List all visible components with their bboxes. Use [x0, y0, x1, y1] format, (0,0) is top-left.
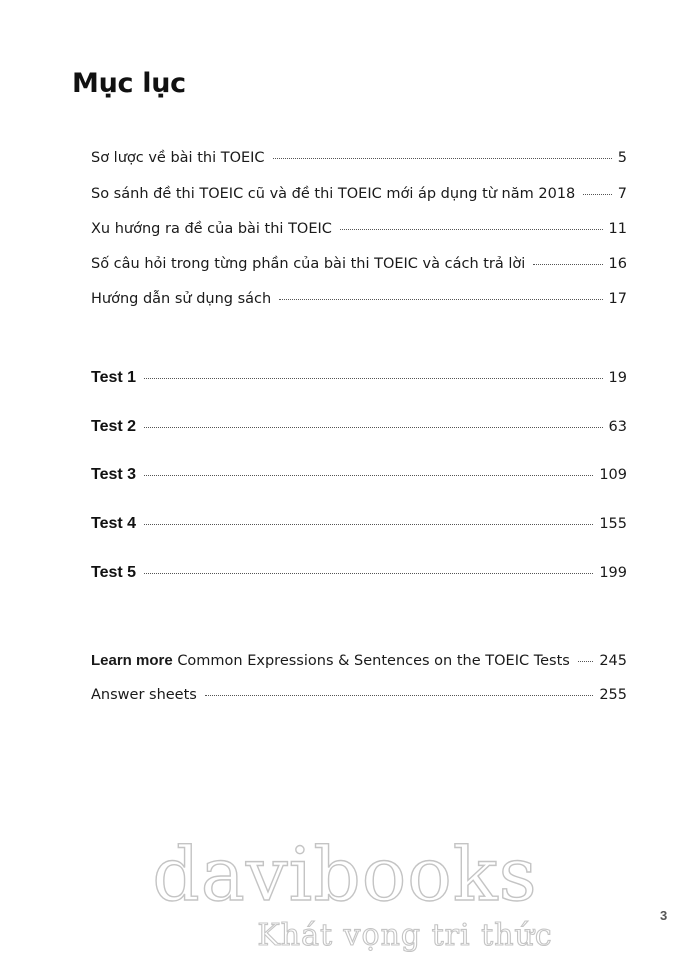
toc-entry[interactable] — [91, 221, 627, 237]
toc-entry[interactable] — [91, 256, 627, 272]
toc-entry-label: So sánh đề thi TOEIC cũ và đề thi TOEIC mới áp dụng từ năm 2018 — [91, 186, 576, 202]
watermark-tagline: Khát vọng tri thức — [257, 918, 553, 953]
toc-leader-dots — [273, 158, 612, 159]
toc-leader-dots — [144, 524, 593, 525]
toc-entry-label: Test 1 — [91, 369, 137, 386]
toc-entry-label: Test 5 — [91, 564, 137, 581]
toc-entry-page: 245 — [599, 653, 627, 669]
toc-leader-dots — [144, 475, 593, 476]
watermark-logo — [0, 820, 700, 960]
toc-leader-dots — [144, 573, 593, 574]
toc-entry-page: 5 — [617, 150, 627, 166]
toc-entry[interactable] — [91, 186, 627, 202]
toc-leader-dots — [144, 378, 602, 379]
toc-entry-label: Xu hướng ra đề của bài thi TOEIC — [91, 221, 332, 237]
toc-entry[interactable] — [91, 291, 627, 307]
toc-entry-label-text: Common Expressions & Sentences on the TOEIC Tests — [177, 653, 570, 669]
toc-entry-page: 7 — [617, 186, 627, 202]
toc-entry-page: 155 — [599, 516, 627, 532]
toc-entry-label: Số câu hỏi trong từng phần của bài thi TOEIC và cách trả lời — [91, 256, 526, 272]
toc-entry[interactable] — [91, 150, 627, 166]
toc-entry-bold-prefix: Learn more — [91, 652, 173, 669]
toc-entry-test-5[interactable] — [91, 564, 627, 582]
toc-entry-label: Test 3 — [91, 466, 137, 483]
toc-entry-answer-sheets[interactable] — [91, 687, 627, 703]
toc-leader-dots — [533, 264, 602, 265]
toc-entry-test-3[interactable] — [91, 466, 627, 484]
toc-entry-page: 19 — [608, 370, 627, 386]
toc-leader-dots — [583, 194, 612, 195]
toc-entry-page: 16 — [608, 256, 627, 272]
toc-entry-label: Answer sheets — [91, 687, 197, 703]
toc-leader-dots — [340, 229, 603, 230]
toc-leader-dots — [205, 695, 593, 696]
toc-entry-page: 255 — [599, 687, 627, 703]
toc-entry-page: 63 — [608, 419, 627, 435]
toc-entry-test-1[interactable] — [91, 369, 627, 387]
page-title: Mục lục — [72, 68, 186, 99]
toc-entry-label — [91, 652, 570, 669]
toc-entry-page: 11 — [608, 221, 627, 237]
toc-entry-label: Hướng dẫn sử dụng sách — [91, 291, 272, 307]
toc-entry-page: 199 — [599, 565, 627, 581]
toc-leader-dots — [578, 661, 594, 662]
page-number: 3 — [660, 908, 668, 923]
toc-entry-test-4[interactable] — [91, 515, 627, 533]
watermark-brand: davibooks — [152, 832, 538, 918]
toc-entry-label: Sơ lược về bài thi TOEIC — [91, 150, 265, 166]
toc-entry-label: Test 2 — [91, 418, 137, 435]
toc-entry-test-2[interactable] — [91, 418, 627, 436]
toc-leader-dots — [279, 299, 602, 300]
toc-entry-label: Test 4 — [91, 515, 137, 532]
toc-entry-page: 17 — [608, 291, 627, 307]
toc-entry-learn-more[interactable] — [91, 652, 627, 669]
toc-leader-dots — [144, 427, 602, 428]
toc-entry-page: 109 — [599, 467, 627, 483]
